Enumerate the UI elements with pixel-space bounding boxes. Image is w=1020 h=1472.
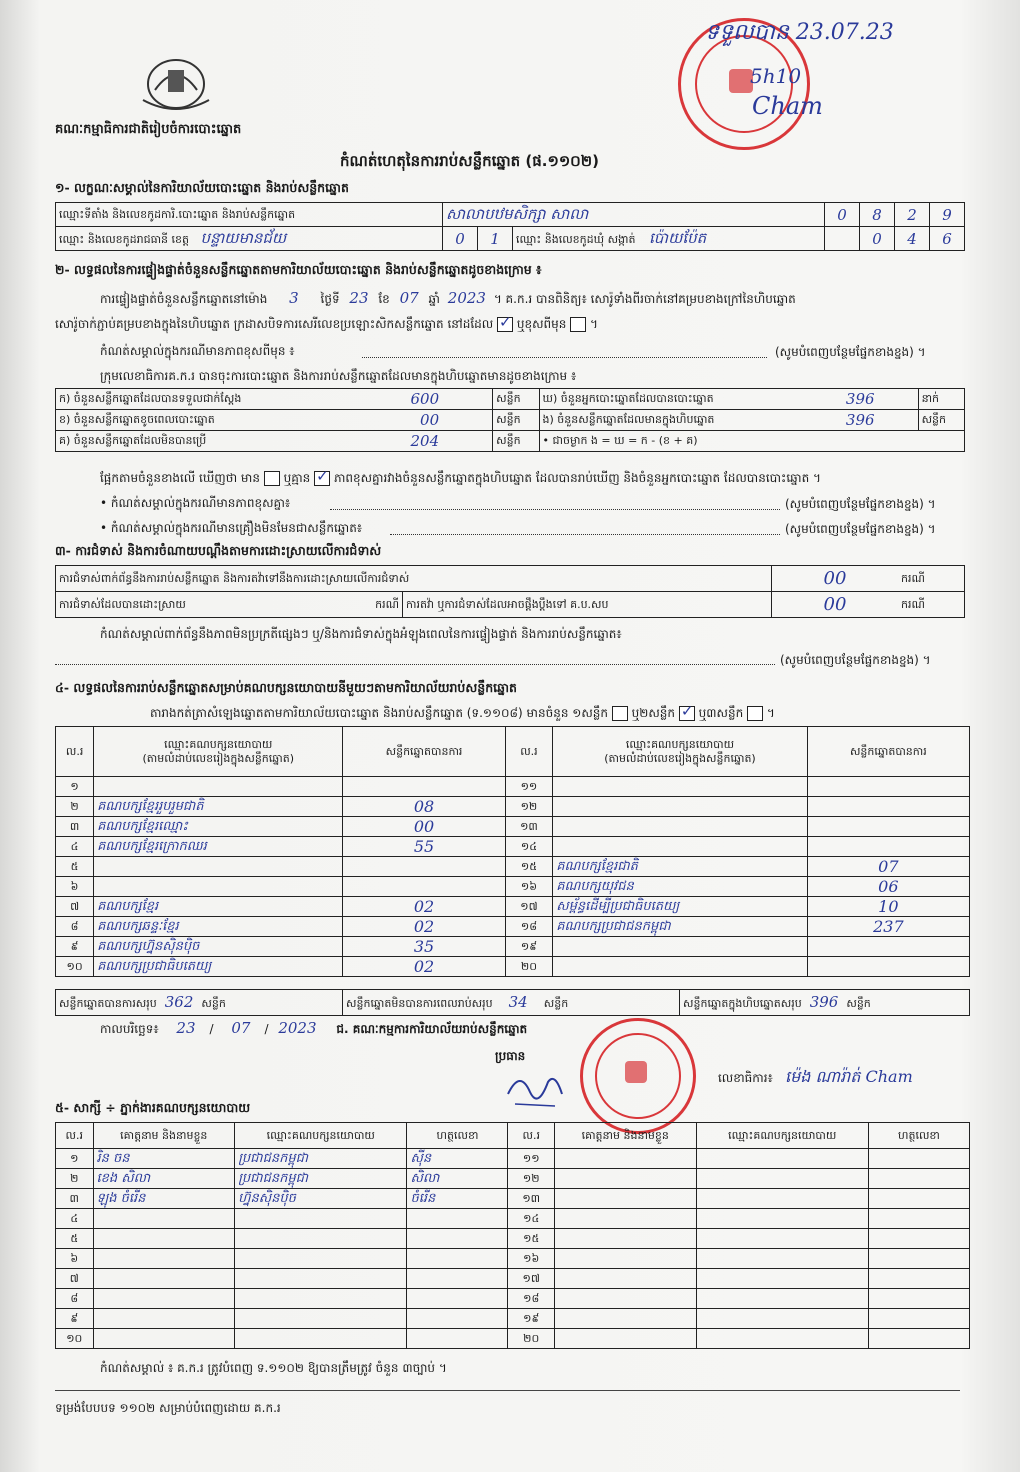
witness-party xyxy=(696,1269,868,1289)
party-name: គណបក្សខ្មែរ xyxy=(94,897,343,917)
party-votes xyxy=(807,797,969,817)
section1-table xyxy=(55,202,965,251)
party-name: គណបក្សឆន្ទៈខ្មែរ xyxy=(94,917,343,937)
witness-name xyxy=(554,1189,696,1209)
row-number: ២០ xyxy=(505,957,553,977)
count-intro: ក្រុមលេខាធិការគ.ក.រ បានចុះការបោះឆ្នោត និងការរាប់សន្លឹកឆ្នោតដែលមានក្នុងហិបឆ្នោតមានដូចខាងក្រោម ៖ xyxy=(100,369,577,383)
row-number: ៤ xyxy=(56,1209,94,1229)
table-row xyxy=(56,1329,970,1349)
witness-name xyxy=(554,1169,696,1189)
province-code-digit: 1 xyxy=(478,227,513,251)
party-name: គណបក្សខ្មែរឈ្មោះ xyxy=(94,817,343,837)
station-code-digit: 0 xyxy=(825,203,860,227)
party-name xyxy=(553,797,807,817)
party-votes: 08 xyxy=(343,797,505,817)
form-title: កំណត់ហេតុនៃការរាប់សន្លឹកឆ្នោត (ផ.១១០២) xyxy=(340,152,600,170)
witness-party xyxy=(696,1169,868,1189)
witness-signature: ស៊ីន xyxy=(407,1149,508,1169)
witness-name xyxy=(554,1249,696,1269)
party-name xyxy=(553,837,807,857)
party-votes xyxy=(807,957,969,977)
party-votes xyxy=(343,857,505,877)
received-ballots-value: 600 xyxy=(410,390,440,408)
secretary-label: លេខាធិការ៖ xyxy=(718,1071,773,1085)
witness-signature xyxy=(868,1209,969,1229)
verification-line: ការផ្ទៀងផ្ទាត់ចំនួនសន្លឹកឆ្នោតនៅម៉ោង 3 ថ្ងៃទី 23 ខែ 07 ឆ្នាំ 2023 ។ គ.ក.រ បានពិនិត្យ៖ សោរ៉ូទាំងពីរចាក់នៅគម្របខាងក្រៅនៃហិបឆ្នោត xyxy=(100,289,796,307)
witness-name xyxy=(554,1229,696,1249)
verification-hour: 3 xyxy=(289,289,299,307)
witness-signature xyxy=(868,1229,969,1249)
witness-signature xyxy=(868,1269,969,1289)
witness-name xyxy=(554,1289,696,1309)
row-number: ៩ xyxy=(56,937,94,957)
party-votes: 06 xyxy=(807,877,969,897)
row-number: ១៩ xyxy=(508,1309,554,1329)
row-number: ១៨ xyxy=(508,1289,554,1309)
row-number: ១៦ xyxy=(505,877,553,897)
witness-signature xyxy=(407,1249,508,1269)
section4-heading: ៤- លទ្ធផលនៃការរាប់សន្លឹកឆ្នោតសម្រាប់គណបក្សនយោបាយនីមួយៗតាមការិយាល័យរាប់សន្លឹកឆ្នោត xyxy=(55,680,517,695)
witness-name: រិន ចន xyxy=(93,1149,235,1169)
witness-party xyxy=(696,1209,868,1229)
party-votes xyxy=(343,777,505,797)
row-number: ១ xyxy=(56,1149,94,1169)
row-number: ៧ xyxy=(56,897,94,917)
table-row xyxy=(56,1309,970,1329)
witness-signature xyxy=(407,1229,508,1249)
row-number: ២ xyxy=(56,1169,94,1189)
table-row xyxy=(56,1249,970,1269)
province-name: បន្ទាយមានជ័យ xyxy=(200,228,287,247)
witness-name xyxy=(93,1269,235,1289)
witness-signature xyxy=(407,1269,508,1289)
party-name: គណបក្សប្រជាជនកម្ពុជា xyxy=(553,917,807,937)
row-number: ១០ xyxy=(56,957,94,977)
seal-line: សោរ៉ូចាក់ភ្ជាប់គម្របខាងក្នុងនៃហិបឆ្នោត ក្រដាសបិទការសេរីលេខប្រឡោះសិកសន្លឹកឆ្នោត នៅដដែល ✓ ឬខុសពីមុន ។ xyxy=(55,316,598,332)
appeals-count: 00 xyxy=(772,592,899,618)
table-row xyxy=(56,1269,970,1289)
difference-note: • កំណត់សម្គាល់ក្នុងករណីមានភាពខុសគ្នា៖ xyxy=(100,496,291,510)
witness-name xyxy=(554,1209,696,1229)
verification-year: 2023 xyxy=(447,289,486,307)
commune-code-digit: 4 xyxy=(895,227,930,251)
witness-signature: សិលា xyxy=(407,1169,508,1189)
witness-party xyxy=(235,1329,407,1349)
row-number: ៤ xyxy=(56,837,94,857)
witness-name xyxy=(93,1329,235,1349)
table-row xyxy=(56,1189,970,1209)
party-votes xyxy=(807,817,969,837)
fill-hint: (សូមបំពេញបន្ថែមផ្នែកខាងខ្នង) ។ xyxy=(785,497,936,511)
verification-day: 23 xyxy=(349,289,369,307)
party-votes: 02 xyxy=(343,957,505,977)
row-number: ៨ xyxy=(56,917,94,937)
witness-table: ល.រ គោត្តនាម និងនាមខ្លួន ឈ្មោះគណបក្សនយោបាយ ហត្ថលេខា ល.រ គោត្តនាម និងនាមខ្លួន ឈ្មោះគណបក្សនយោបាយ ហត្ថលេខា ១ រិន ចន ប្រជាជនកម្ពុជា ស៊ីន ១១ ២ ខេង សិលា ប្រជាជនកម្ពុជា សិលា ១២ ៣ ឡុង ចំរើន ហ្វ៊ុនស៊ិនប៉ិច ចំរើន ១៣ ៤ ១៤ ៥ ១៥ ៦ ១៦ ៧ ១៧ ៨ ១៨ ៩ ១៩ ១០ ២០ xyxy=(55,1122,970,1349)
commune-code-digit: 6 xyxy=(930,227,965,251)
two-sheets-checkbox[interactable] xyxy=(679,706,695,721)
fill-hint: (សូមបំពេញបន្ថែមផ្នែកខាងខ្នង) ។ xyxy=(775,345,926,359)
row-number: ១ xyxy=(56,777,94,797)
party-votes: 02 xyxy=(343,917,505,937)
voters-value: 396 xyxy=(845,390,875,408)
party-votes: 02 xyxy=(343,897,505,917)
province-code-digit: 0 xyxy=(443,227,478,251)
has-difference-checkbox[interactable] xyxy=(264,471,280,486)
party-name: គណបក្សយុវជន xyxy=(553,877,807,897)
same-checkbox[interactable] xyxy=(497,317,513,332)
witness-party xyxy=(696,1229,868,1249)
fill-hint: (សូមបំពេញបន្ថែមផ្នែកខាងខ្នង) ។ xyxy=(780,653,931,667)
secretary-name: ម៉េង ណារ៉ាត់ Cham xyxy=(785,1067,913,1086)
witness-name xyxy=(554,1149,696,1169)
row-number: ៩ xyxy=(56,1309,94,1329)
row-number: ៥ xyxy=(56,857,94,877)
witness-party xyxy=(696,1309,868,1329)
difference-line: ផ្អែកតាមចំនួនខាងលើ ឃើញថា មាន ឬគ្មាន ✓ ភាពខុសគ្នារវាងចំនួនសន្លឹកឆ្នោតក្នុងហិបឆ្នោត ដែលបានរាប់ឃើញ និងចំនួនអ្នកបោះឆ្នោត ដែលបានបោះឆ្នោត ។ xyxy=(100,470,821,486)
section3-heading: ៣- ការជំទាស់ និងការចំណាយបណ្តឹងតាមការដោះស្រាយលើការជំទាស់ xyxy=(55,543,382,558)
irregularity-note: កំណត់សម្គាល់ពាក់ព័ន្ធនឹងភាពមិនប្រក្រតីផ្សេងៗ ឬ/និងការជំទាស់ក្នុងអំឡុងពេលនៃការផ្ទៀងផ្ទាត់ និងការរាប់សន្លឹកឆ្នោត៖ xyxy=(100,627,622,641)
date-line: កាលបរិច្ឆេទ៖ 23 / 07 / 2023 ជ. គណៈកម្មការការិយាល័យរាប់សន្លឹកឆ្នោត xyxy=(100,1019,528,1037)
committee-name: គណៈកម្មាធិការជាតិរៀបចំការបោះឆ្នោត xyxy=(55,122,242,137)
witness-party xyxy=(235,1269,407,1289)
total-valid-value: 362 xyxy=(164,992,194,1011)
party-name xyxy=(553,777,807,797)
party-name: គណបក្សខ្មែររួបរួមជាតិ xyxy=(94,797,343,817)
witness-signature xyxy=(868,1289,969,1309)
party-votes: 35 xyxy=(343,937,505,957)
emblem-icon xyxy=(135,50,217,118)
witness-signature xyxy=(868,1169,969,1189)
row-number: ១២ xyxy=(505,797,553,817)
station-code-digit: 8 xyxy=(860,203,895,227)
table-row xyxy=(56,797,970,817)
witness-party xyxy=(696,1329,868,1349)
row-number: ៦ xyxy=(56,877,94,897)
row-number: ៣ xyxy=(56,1189,94,1209)
party-name: គណបក្សខ្មែរក្រោកឈរ xyxy=(94,837,343,857)
witness-signature xyxy=(868,1189,969,1209)
complaints-table: ការជំទាស់ពាក់ព័ន្ធនឹងការរាប់សន្លឹកឆ្នោត និងការតវ៉ាទៅនឹងការដោះស្រាយលើការជំទាស់ 00 ករណី ការជំទាស់ដែលបានដោះស្រាយ ករណី ការតវ៉ា ឬការជំទាស់ដែលអាចផ្តឹងប្តឹងទៅ គ.ប.សប 00 ករណី xyxy=(55,565,965,618)
section2-heading: ២- លទ្ធផលនៃការផ្ទៀងផ្ទាត់ចំនួនសន្លឹកឆ្នោតតាមការិយាល័យបោះឆ្នោត និងរាប់សន្លឹកឆ្នោតដូចខាងក្រោម ៖ xyxy=(55,262,542,277)
row-number: ៧ xyxy=(56,1269,94,1289)
row-number: ១៥ xyxy=(505,857,553,877)
table-row xyxy=(56,817,970,837)
totals-table: សន្លឹកឆ្នោតបានការសរុប 362 សន្លឹក សន្លឹកឆ្នោតមិនបានការពេលរាប់សរុប 34 សន្លឹក សន្លឹកឆ្នោតក្នុងហិបឆ្នោតសរុប 396 សន្លឹក xyxy=(55,989,970,1016)
ballots-in-box-value: 396 xyxy=(845,411,875,429)
party-name xyxy=(553,937,807,957)
witness-name xyxy=(554,1329,696,1349)
witness-party xyxy=(696,1289,868,1309)
witness-signature xyxy=(868,1149,969,1169)
different-checkbox[interactable] xyxy=(570,317,586,332)
commune-name: ប៉ោយប៉ែត xyxy=(649,228,707,247)
row-number: ៦ xyxy=(56,1249,94,1269)
row-number: ១៤ xyxy=(508,1209,554,1229)
table-row xyxy=(56,877,970,897)
station-code-digit: 2 xyxy=(895,203,930,227)
witness-party: ហ្វ៊ុនស៊ិនប៉ិច xyxy=(235,1189,407,1209)
party-name xyxy=(94,877,343,897)
fill-hint: (សូមបំពេញបន្ថែមផ្នែកខាងខ្នង) ។ xyxy=(785,522,936,536)
date-month: 07 xyxy=(231,1019,251,1037)
party-name: គណបក្សហ្វ៊ុនស៊ិនប៉ិច xyxy=(94,937,343,957)
table-row xyxy=(56,1229,970,1249)
witness-name xyxy=(554,1309,696,1329)
row-number: ១៧ xyxy=(508,1269,554,1289)
row-number: ១១ xyxy=(508,1149,554,1169)
witness-name xyxy=(93,1229,235,1249)
table-row xyxy=(56,1169,970,1189)
witness-party: ប្រជាជនកម្ពុជា xyxy=(235,1169,407,1189)
witness-signature xyxy=(868,1309,969,1329)
witness-party xyxy=(235,1229,407,1249)
table-row xyxy=(56,917,970,937)
table-row xyxy=(56,1289,970,1309)
row-number: ១៣ xyxy=(505,817,553,837)
party-votes xyxy=(807,777,969,797)
commune-code-digit: 0 xyxy=(860,227,895,251)
table-row xyxy=(56,1209,970,1229)
witness-name xyxy=(554,1269,696,1289)
verification-month: 07 xyxy=(399,289,419,307)
witness-name: ខេង សិលា xyxy=(93,1169,235,1189)
party-votes: 237 xyxy=(807,917,969,937)
party-name: សម្ព័ន្ធដើម្បីប្រជាធិបតេយ្យ xyxy=(553,897,807,917)
one-sheet-checkbox[interactable] xyxy=(612,706,628,721)
footnote: កំណត់សម្គាល់ ៖ គ.ក.រ ត្រូវបំពេញ ទ.១១០២ ឱ្យបានត្រឹមត្រូវ ចំនួន ៣ច្បាប់ ។ xyxy=(100,1361,447,1375)
witness-signature xyxy=(407,1289,508,1309)
witness-name xyxy=(93,1249,235,1269)
witness-name xyxy=(93,1309,235,1329)
witness-signature xyxy=(407,1209,508,1229)
official-stamp-bottom xyxy=(580,1018,696,1134)
row-number: ៨ xyxy=(56,1289,94,1309)
party-results-table: ល.រ ឈ្មោះគណបក្សនយោបាយ (តាមលំដាប់លេខរៀងក្នុងសន្លឹកឆ្នោត) សន្លឹកឆ្នោតបានការ ល.រ ឈ្មោះគណបក្សនយោបាយ (តាមលំដាប់លេខរៀងក្នុងសន្លឹកឆ្នោត) សន្លឹកឆ្នោតបានការ ១ ១១ ២ គណបក្សខ្មែររួបរួមជាតិ 08 ១២ ៣ គណបក្សខ្មែរឈ្មោះ 00 ១៣ ៤ គណបក្សខ្មែរក្រោកឈរ 55 ១៤ ៥ ១៥ គណបក្សខ្មែរជាតិ 07 ៦ ១៦ គណបក្សយុវជន 06 ៧ គណបក្សខ្មែរ 02 ១៧ សម្ព័ន្ធដើម្បីប្រជាធិបតេយ្យ 10 ៨ គណបក្សឆន្ទៈខ្មែរ 02 ១៨ គណបក្សប្រជាជនកម្ពុជា 237 ៩ គណបក្សហ្វ៊ុនស៊ិនប៉ិច 35 ១៩ ១០ គណបក្សប្រជាធិបតេយ្យ 02 ២០ xyxy=(55,726,970,977)
party-votes: 10 xyxy=(807,897,969,917)
row-number: ១៩ xyxy=(505,937,553,957)
commune-label: ឈ្មោះ និងលេខកូដឃុំ សង្កាត់ xyxy=(516,232,636,246)
witness-party: ប្រជាជនកម្ពុជា xyxy=(235,1149,407,1169)
party-name xyxy=(553,817,807,837)
witness-signature xyxy=(407,1309,508,1329)
party-votes xyxy=(343,877,505,897)
row-number: ៣ xyxy=(56,817,94,837)
party-name: គណបក្សប្រជាធិបតេយ្យ xyxy=(94,957,343,977)
row-number: ១០ xyxy=(56,1329,94,1349)
chair-label: ប្រធាន xyxy=(495,1049,526,1063)
witness-party xyxy=(235,1249,407,1269)
section5-heading: ៥- សាក្សី ÷ ភ្នាក់ងារគណបក្សនយោបាយ xyxy=(55,1100,251,1115)
province-label: ឈ្មោះ និងលេខកូដរាជធានី ខេត្ត xyxy=(59,232,189,246)
spoiled-ballots-value: 00 xyxy=(420,411,440,429)
witness-signature: ចំរើន xyxy=(407,1189,508,1209)
stamp-sign-note: Cham xyxy=(752,92,823,120)
difference-note-label: កំណត់សម្គាល់ក្នុងករណីមានភាពខុសពីមុន ៖ xyxy=(100,344,295,358)
row-number: ២ xyxy=(56,797,94,817)
no-difference-checkbox[interactable] xyxy=(314,471,330,486)
table-row xyxy=(56,1149,970,1169)
station-code-digit: 9 xyxy=(930,203,965,227)
table-row xyxy=(56,957,970,977)
row-number: ១៧ xyxy=(505,897,553,917)
complaints-count: 00 xyxy=(772,566,899,592)
row-number: ១៦ xyxy=(508,1249,554,1269)
witness-name xyxy=(93,1209,235,1229)
row-number: ២០ xyxy=(508,1329,554,1349)
party-votes xyxy=(807,937,969,957)
polling-station-label: ឈ្មោះទីតាំង និងលេខកូដការិ.បោះឆ្នោត និងរាប់សន្លឹកឆ្នោត xyxy=(56,203,443,227)
witness-signature xyxy=(407,1329,508,1349)
party-votes: 07 xyxy=(807,857,969,877)
table-row xyxy=(56,897,970,917)
table-row xyxy=(56,837,970,857)
non-ballot-note: • កំណត់សម្គាល់ក្នុងករណីមានគ្រឿងមិនមែនជាសន្លឹកឆ្នោត៖ xyxy=(100,521,363,535)
party-votes xyxy=(807,837,969,857)
unused-ballots-value: 204 xyxy=(410,432,440,450)
row-number: ១៣ xyxy=(508,1189,554,1209)
witness-signature xyxy=(868,1329,969,1349)
party-name xyxy=(553,957,807,977)
witness-name: ឡុង ចំរើន xyxy=(93,1189,235,1209)
table-row xyxy=(56,937,970,957)
polling-station-name: សាលាបឋមសិក្សា សាលា xyxy=(446,204,589,223)
party-name xyxy=(94,777,343,797)
row-number: ១៥ xyxy=(508,1229,554,1249)
section1-heading: ១- លក្ខណៈសម្គាល់នៃការិយាល័យបោះឆ្នោត និងរាប់សន្លឹកឆ្នោត xyxy=(55,180,349,195)
row-number: ១៨ xyxy=(505,917,553,937)
party-name xyxy=(94,857,343,877)
witness-party xyxy=(235,1209,407,1229)
row-number: ១២ xyxy=(508,1169,554,1189)
witness-party xyxy=(696,1249,868,1269)
row-number: ១១ xyxy=(505,777,553,797)
witness-party xyxy=(696,1149,868,1169)
party-name: គណបក្សខ្មែរជាតិ xyxy=(553,857,807,877)
date-day: 23 xyxy=(176,1019,196,1037)
party-votes: 55 xyxy=(343,837,505,857)
witness-signature xyxy=(868,1249,969,1269)
total-invalid-value: 34 xyxy=(508,992,528,1011)
date-year: 2023 xyxy=(278,1019,317,1037)
total-box-value: 396 xyxy=(809,992,839,1011)
row-number: ៥ xyxy=(56,1229,94,1249)
witness-party xyxy=(235,1289,407,1309)
witness-name xyxy=(93,1289,235,1309)
chair-signature xyxy=(500,1064,570,1114)
table-row xyxy=(56,777,970,797)
stamp-time-note: 5h10 xyxy=(750,64,802,88)
witness-party xyxy=(235,1309,407,1329)
tally-sheet-line: តារាងកត់ត្រាសំឡេងឆ្នោតតាមការិយាល័យបោះឆ្នោត និងរាប់សន្លឹកឆ្នោត (ទ.១១០៨) មានចំនួន ១សន្លឹក ឬ២សន្លឹក ✓ ឬ៣សន្លឹក ។ xyxy=(150,705,775,721)
form-code: ទម្រង់បែបបទ ១១០២ សម្រាប់បំពេញដោយ គ.ក.រ xyxy=(55,1401,281,1415)
received-note: ទទួលបាន 23.07.23 xyxy=(705,20,894,45)
party-votes: 00 xyxy=(343,817,505,837)
three-sheets-checkbox[interactable] xyxy=(747,706,763,721)
witness-party xyxy=(696,1189,868,1209)
table-row xyxy=(56,857,970,877)
count-table: ក) ចំនួនសន្លឹកឆ្នោតដែលបានទទួលជាក់ស្តែង 600 សន្លឹក ឃ) ចំនួនអ្នកបោះឆ្នោតដែលបានបោះឆ្នោត 396 នាក់ ខ) ចំនួនសន្លឹកឆ្នោតខូចពេលបោះឆ្នោត 00 សន្លឹក ង) ចំនួនសន្លឹកឆ្នោតដែលមានក្នុងហិបឆ្នោត 396 សន្លឹក គ) ចំនួនសន្លឹកឆ្នោតដែលមិនបានប្រើ 204 សន្លឹក • ជាចម្ងាក ង = ឃ = ក - (ខ + គ) xyxy=(55,388,965,452)
row-number: ១៤ xyxy=(505,837,553,857)
